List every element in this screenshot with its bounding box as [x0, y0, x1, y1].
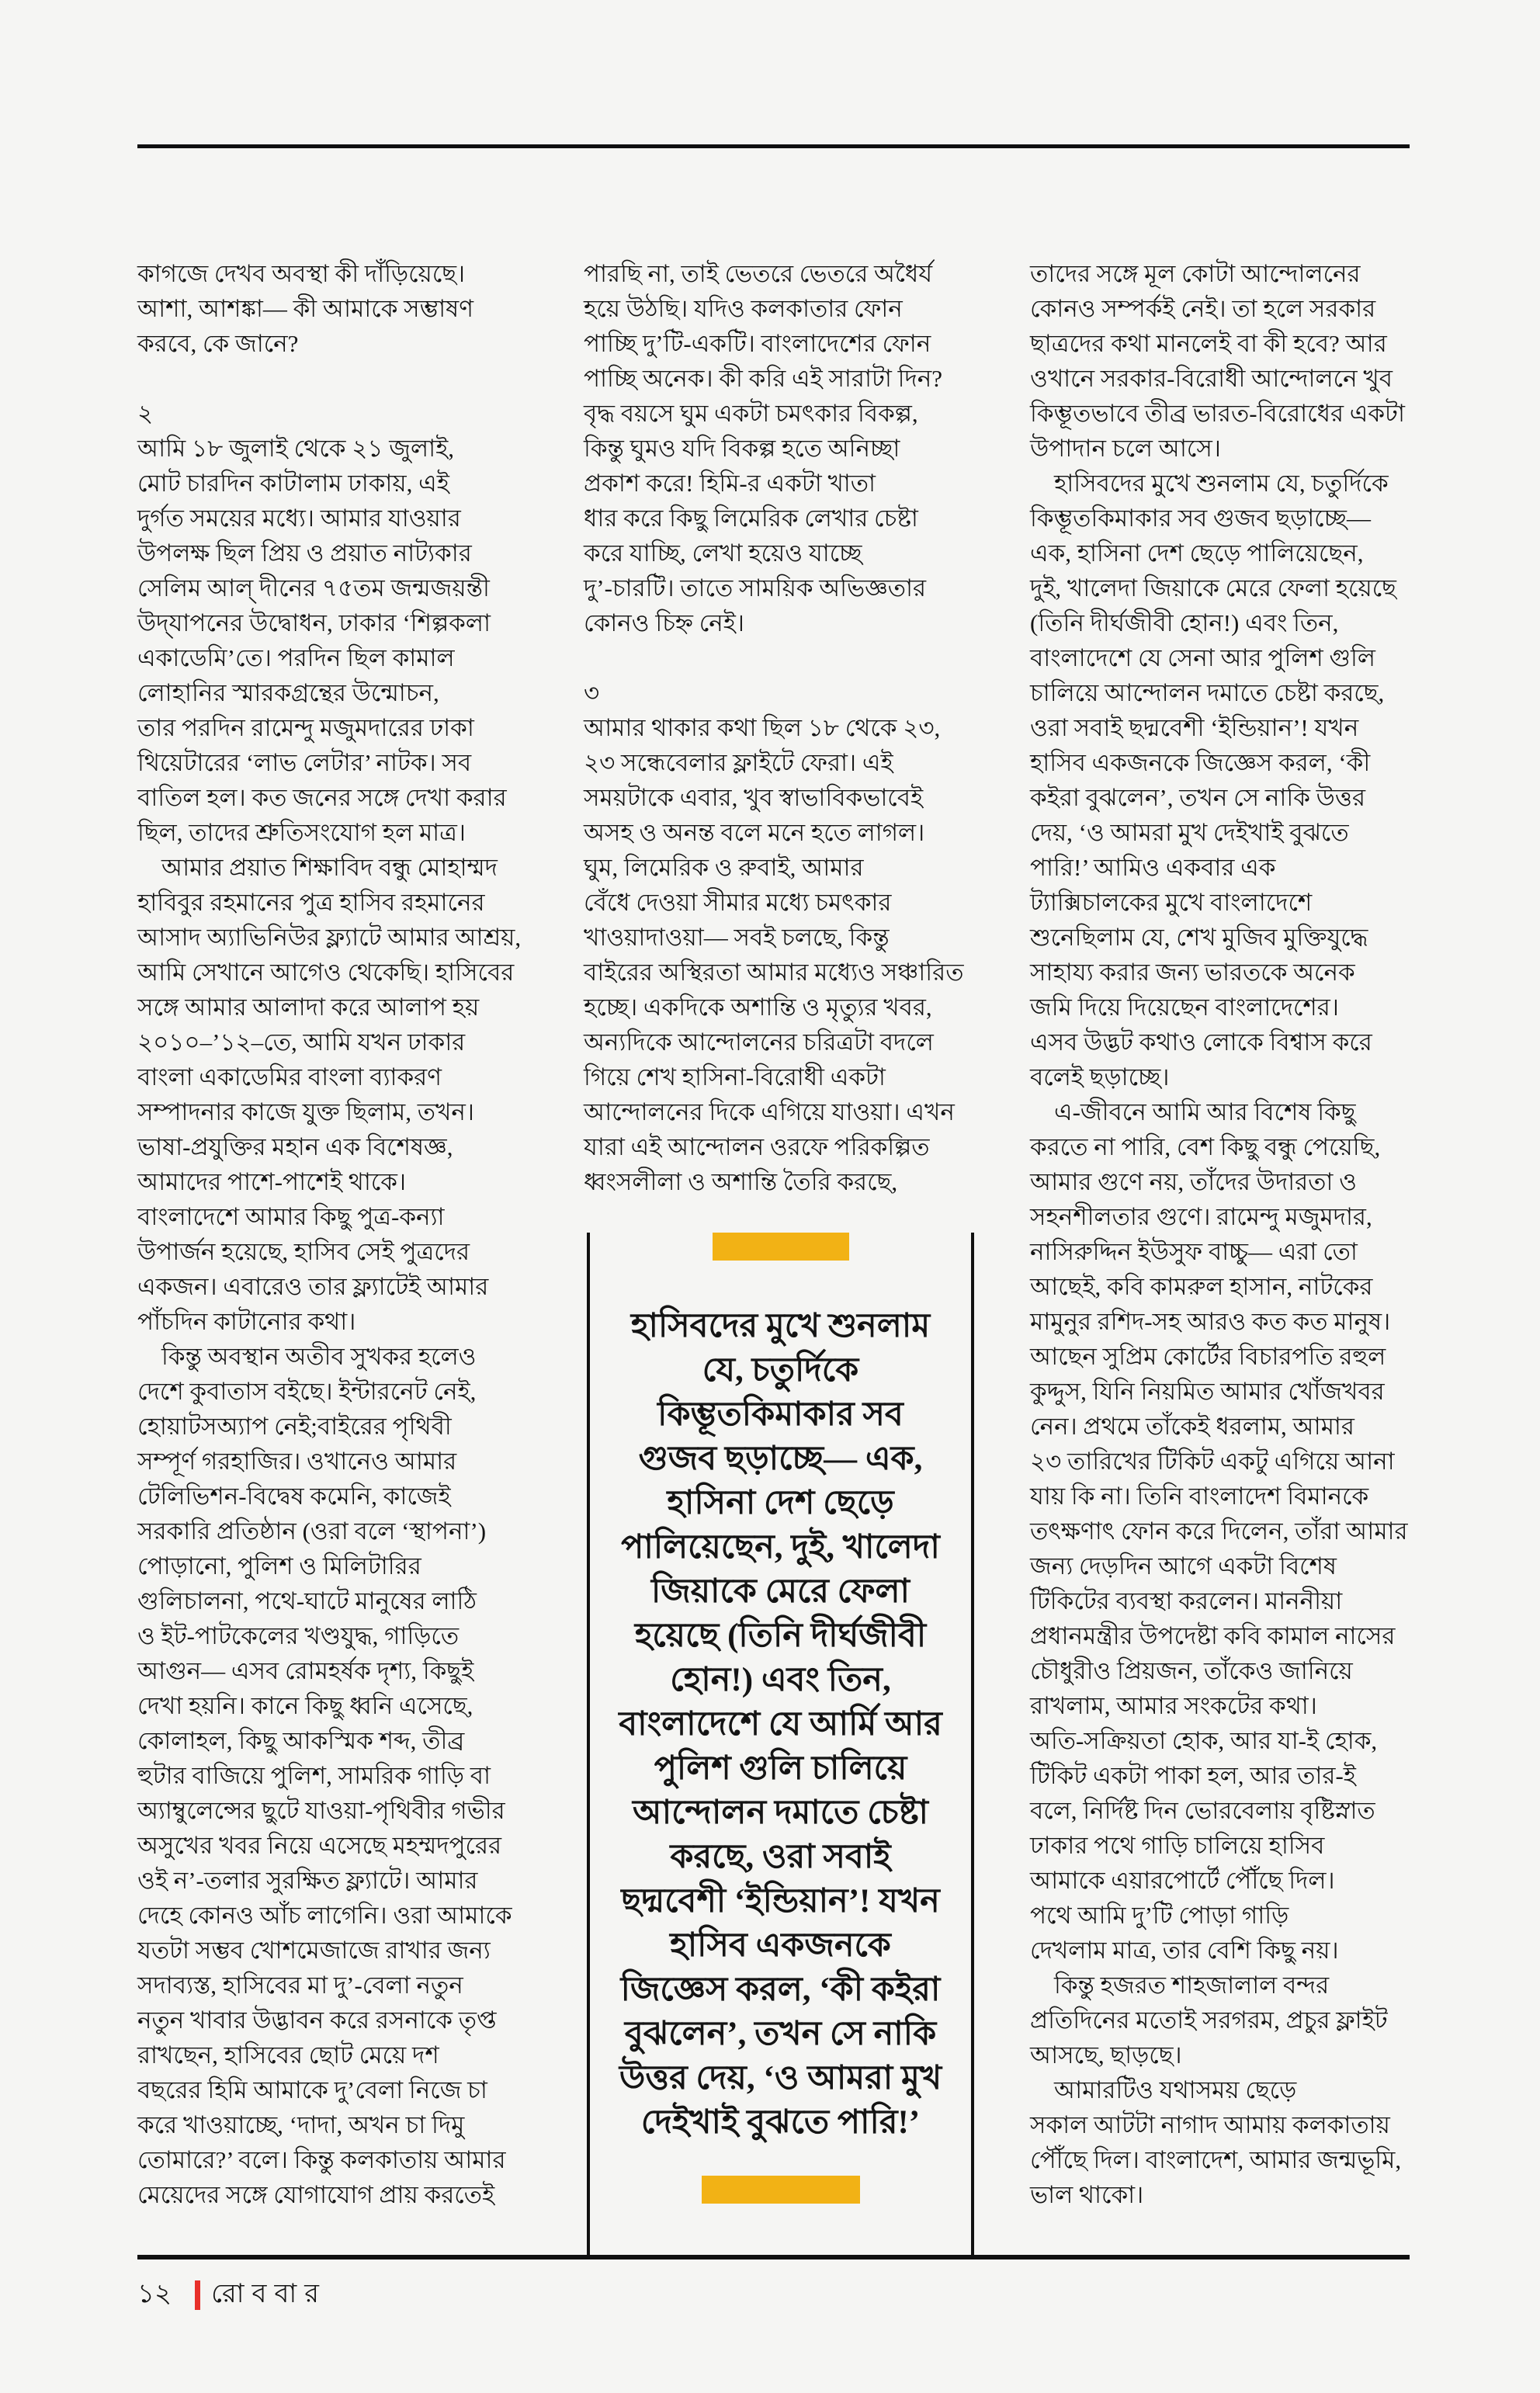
text-line: হুটার বাজিয়ে পুলিশ, সামরিক গাড়ি বা: [137, 1762, 491, 1789]
text-line: তার পরদিন রামেন্দু মজুমদারের ঢাকা: [137, 714, 474, 741]
text-line: বাংলাদেশে যে আর্মি আর: [619, 1706, 942, 1743]
text-line: আমাদের পাশে-পাশেই থাকে।: [137, 1168, 407, 1195]
text-line: করতে না পারি, বেশ কিছু বন্ধু পেয়েছি,: [1030, 1133, 1381, 1160]
text-line: যতটা সম্ভব খোশমেজাজে রাখার জন্য: [137, 1937, 491, 1964]
text-line: সম্পাদনার কাজে যুক্ত ছিলাম, তখন।: [137, 1098, 474, 1125]
text-line: দেইখাই বুঝতে পারি!’: [640, 2104, 921, 2141]
text-line: সদাব্যস্ত, হাসিবের মা দু’-বেলা নতুন: [137, 1972, 463, 1999]
text-line: হচ্ছে। একদিকে অশান্তি ও মৃত্যুর খবর,: [584, 994, 932, 1021]
text-line: জমি দিয়ে দিয়েছেন বাংলাদেশের।: [1030, 994, 1339, 1021]
text-line: সময়টাকে এবার, খুব স্বাভাবিকভাবেই: [584, 784, 924, 811]
article-column-3: [1030, 256, 1412, 2212]
footer-rule: [137, 2255, 1410, 2259]
text-line: করবে, কে জানে?: [137, 330, 299, 357]
text-line: একাডেমি’তে। পরদিন ছিল কামাল: [137, 644, 455, 671]
text-line: পৌঁছে দিল। বাংলাদেশ, আমার জন্মভূমি,: [1030, 2146, 1402, 2173]
text-line: আমার প্রয়াত শিক্ষাবিদ বন্ধু মোহাম্মদ: [137, 854, 498, 881]
top-rule: [137, 144, 1410, 148]
text-line: হাসিবদের মুখে শুনলাম যে, চতুর্দিকে: [1030, 470, 1389, 497]
text-line: ২০১০–’১২–তে, আমি যখন ঢাকার: [137, 1028, 466, 1056]
text-line: মামুনুর রশিদ-সহ আরও কত কত মানুষ।: [1030, 1308, 1391, 1335]
text-line: কোনও চিহ্ন নেই।: [584, 609, 745, 636]
text-line: ভাষা-প্রযুক্তির মহান এক বিশেষজ্ঞ,: [137, 1133, 453, 1160]
text-line: হোন!) এবং তিন,: [670, 1662, 891, 1698]
text-line: টেলিভিশন-বিদ্বেষ কমেনি, কাজেই: [137, 1483, 451, 1510]
text-line: পালিয়েছেন, দুই, খালেদা: [621, 1529, 940, 1566]
text-line: উদ্‌যাপনের উদ্বোধন, ঢাকার ‘শিল্পকলা: [137, 609, 491, 636]
text-line: জিয়াকে মেরে ফেলা: [650, 1573, 910, 1610]
text-line: বৃদ্ধ বয়সে ঘুম একটা চমৎকার বিকল্প,: [584, 400, 918, 427]
article-column-1: [137, 256, 522, 2212]
text-line: কিম্ভূতকিমাকার সব: [657, 1396, 904, 1433]
text-line: পুলিশ গুলি চালিয়ে: [654, 1750, 907, 1787]
text-line: পাঁচদিন কাটানোর কথা।: [137, 1308, 356, 1335]
text-line: বাংলাদেশে যে সেনা আর পুলিশ গুলি: [1030, 644, 1375, 671]
text-line: ২৩ তারিখের টিকিট একটু এগিয়ে আনা: [1030, 1448, 1395, 1475]
text-line: আছেই, কবি কামরুল হাসান, নাটকের: [1030, 1273, 1373, 1300]
text-line: হাসিব একজনকে জিজ্ঞেস করল, ‘কী: [1030, 749, 1371, 776]
text-line: ট্যাক্সিচালকের মুখে বাংলাদেশে: [1030, 889, 1313, 916]
text-line: কাগজে দেখব অবস্থা কী দাঁড়িয়েছে।: [137, 260, 466, 287]
text-line: অসুখের খবর নিয়ে এসেছে মহম্মদপুরের: [137, 1832, 502, 1859]
text-line: প্রতিদিনের মতোই সরগরম, প্রচুর ফ্লাইট: [1030, 2006, 1388, 2034]
text-line: আমার থাকার কথা ছিল ১৮ থেকে ২৩,: [584, 714, 941, 741]
text-line: আন্দোলনের দিকে এগিয়ে যাওয়া। এখন: [584, 1098, 955, 1125]
text-line: নাসিরুদ্দিন ইউসুফ বাচ্চু— এরা তো: [1030, 1238, 1358, 1265]
text-line: হয়েছে (তিনি দীর্ঘজীবী: [634, 1618, 927, 1654]
text-line: দুই, খালেদা জিয়াকে মেরে ফেলা হয়েছে: [1030, 574, 1396, 602]
text-line: ওখানে সরকার-বিরোধী আন্দোলনে খুব: [1030, 365, 1393, 392]
pull-quote-text: [590, 1304, 971, 2145]
text-line: করে খাওয়াচ্ছে, ‘দাদা, অখন চা দিমু: [137, 2111, 465, 2138]
text-line: কোনও সম্পর্কই নেই। তা হলে সরকার: [1030, 295, 1376, 322]
text-line: বাইরের অস্থিরতা আমার মধ্যেও সঞ্চারিত: [584, 959, 964, 986]
pull-quote-top-accent-bar: [713, 1233, 849, 1261]
text-line: কুদ্দুস, যিনি নিয়মিত আমার খোঁজখবর: [1030, 1378, 1385, 1405]
text-line: এক, হাসিনা দেশ ছেড়ে পালিয়েছেন,: [1030, 539, 1364, 567]
text-line: যায় কি না। তিনি বাংলাদেশ বিমানকে: [1030, 1483, 1369, 1510]
text-line: আমাকে এয়ারপোর্টে পৌঁছে দিল।: [1030, 1867, 1335, 1894]
text-line: সেলিম আল্ দীনের ৭৫তম জন্মজয়ন্তী: [137, 574, 490, 602]
text-line: [137, 361, 502, 396]
text-line: রাখলাম, আমার সংকটের কথা।: [1030, 1692, 1317, 1719]
text-line: বেঁধে দেওয়া সীমার মধ্যে চমৎকার: [584, 889, 892, 916]
text-line: চৌধুরীও প্রিয়জন, তাঁকেও জানিয়ে: [1030, 1657, 1353, 1684]
text-line: ভাল থাকো।: [1030, 2181, 1144, 2208]
text-line: পাচ্ছি অনেক। কী করি এই সারাটা দিন?: [584, 365, 943, 392]
text-line: দেয়, ‘ও আমরা মুখ দেইখাই বুঝতে: [1030, 819, 1349, 846]
text-line: খাওয়াদাওয়া— সবই চলছে, কিন্তু: [584, 924, 890, 951]
text-line: বুঝলেন’, তখন সে নাকি: [624, 2016, 937, 2052]
text-line: ওরা সবাই ছদ্মবেশী ‘ইন্ডিয়ান’! যখন: [1030, 714, 1359, 741]
text-line: আসছে, ছাড়ছে।: [1030, 2041, 1182, 2069]
text-line: আশা, আশঙ্কা— কী আমাকে সম্ভাষণ: [137, 295, 474, 322]
text-line: সহনশীলতার গুণে। রামেন্দু মজুমদার,: [1030, 1203, 1372, 1230]
text-line: কিম্ভূতভাবে তীব্র ভারত-বিরোধের একটা: [1030, 400, 1405, 427]
text-line: একজন। এবারেও তার ফ্ল্যাটেই আমার: [137, 1273, 489, 1300]
text-line: হাসিনা দেশ ছেড়ে: [667, 1485, 894, 1521]
text-line: কিন্তু ঘুমও যদি বিকল্প হতে অনিচ্ছা: [584, 435, 900, 462]
text-line: আমারটিও যথাসময় ছেড়ে: [1030, 2076, 1297, 2103]
text-line: উত্তর দেয়, ‘ও আমরা মুখ: [619, 2060, 942, 2096]
text-line: বাংলা একাডেমির বাংলা ব্যাকরণ: [137, 1063, 442, 1091]
text-line: কিন্তু হজরত শাহজালাল বন্দর: [1030, 1972, 1330, 1999]
text-line: আমার গুণে নয়, তাঁদের উদারতা ও: [1030, 1168, 1357, 1195]
text-line: যারা এই আন্দোলন ওরফে পরিকল্পিত: [584, 1133, 930, 1160]
text-line: পাচ্ছি দু’টি-একটি। বাংলাদেশের ফোন: [584, 330, 931, 357]
text-line: ধার করে কিছু লিমেরিক লেখার চেষ্টা: [584, 505, 918, 532]
text-line: জন্য দেড়দিন আগে একটা বিশেষ: [1030, 1552, 1337, 1580]
text-line: ধ্বংসলীলা ও অশান্তি তৈরি করছে,: [584, 1168, 898, 1195]
text-line: সম্পূর্ণ গরহাজির। ওখানেও আমার: [137, 1448, 457, 1475]
text-line: (তিনি দীর্ঘজীবী হোন!) এবং তিন,: [1030, 609, 1339, 636]
text-line: টিকিট একটা পাকা হল, আর তার-ই: [1030, 1762, 1356, 1789]
text-line: বলেই ছড়াচ্ছে।: [1030, 1063, 1170, 1091]
text-line: আসাদ অ্যাভিনিউর ফ্ল্যাটে আমার আশ্রয়,: [137, 924, 522, 951]
text-line: পারি!’ আমিও একবার এক: [1030, 854, 1276, 881]
text-line: ২৩ সন্ধেবেলার ফ্লাইটে ফেরা। এই: [584, 749, 893, 776]
text-line: উপার্জন হয়েছে, হাসিব সেই পুত্রদের: [137, 1238, 470, 1265]
text-line: দেখা হয়নি। কানে কিছু ধ্বনি এসেছে,: [137, 1692, 473, 1719]
text-line: দু’-চারটি। তাতে সাময়িক অভিজ্ঞতার: [584, 574, 927, 602]
text-line: লোহানির স্মারকগ্রন্থের উন্মোচন,: [137, 679, 439, 706]
text-line: হাসিবদের মুখে শুনলাম: [630, 1308, 931, 1344]
text-line: পারছি না, তাই ভেতরে ভেতরে অধৈর্য: [584, 260, 933, 287]
text-line: তৎক্ষণাৎ ফোন করে দিলেন, তাঁরা আমার: [1030, 1517, 1408, 1545]
text-line: রাখছেন, হাসিবের ছোট মেয়ে দশ: [137, 2041, 439, 2069]
pull-quote-bottom-accent-bar: [702, 2176, 860, 2204]
text-line: শুনেছিলাম যে, শেখ মুজিব মুক্তিযুদ্ধে: [1030, 924, 1368, 951]
text-line: আন্দোলন দমাতে চেষ্টা: [633, 1795, 928, 1831]
text-line: ছাত্রদের কথা মানলেই বা কী হবে? আর: [1030, 330, 1387, 357]
text-line: ২: [137, 400, 154, 427]
text-line: এসব উদ্ভট কথাও লোকে বিশ্বাস করে: [1030, 1028, 1372, 1056]
text-line: সরকারি প্রতিষ্ঠান (ওরা বলে ‘স্থাপনা’): [137, 1517, 487, 1545]
text-line: ৩: [584, 679, 600, 706]
text-line: হাসিব একজনকে: [670, 1927, 891, 1964]
text-line: প্রকাশ করে! হিমি-র একটা খাতা: [584, 470, 876, 497]
text-line: চালিয়ে আন্দোলন দমাতে চেষ্টা করছে,: [1030, 679, 1385, 706]
page-footer: [137, 2279, 327, 2311]
text-line: আমি ১৮ জুলাই থেকে ২১ জুলাই,: [137, 435, 454, 462]
text-line: এ-জীবনে আমি আর বিশেষ কিছু: [1030, 1098, 1356, 1125]
text-line: উপাদান চলে আসে।: [1030, 435, 1221, 462]
text-line: ও ইট-পাটকেলের খণ্ডযুদ্ধ, গাড়িতে: [137, 1622, 460, 1649]
text-line: পথে আমি দু’টি পোড়া গাড়ি: [1030, 1902, 1289, 1929]
text-line: গুজব ছড়াচ্ছে— এক,: [638, 1441, 923, 1477]
text-line: সকাল আটটা নাগাদ আমায় কলকাতায়: [1030, 2111, 1390, 2138]
text-line: দুর্গত সময়ের মধ্যে। আমার যাওয়ার: [137, 505, 461, 532]
text-line: উপলক্ষ ছিল প্রিয় ও প্রয়াত নাট্যকার: [137, 539, 472, 567]
pull-quote-box: [587, 1233, 974, 2256]
text-line: ঢাকার পথে গাড়ি চালিয়ে হাসিব: [1030, 1832, 1325, 1859]
text-line: কোলাহল, কিছু আকস্মিক শব্দ, তীব্র: [137, 1727, 465, 1754]
text-line: প্রধানমন্ত্রীর উপদেষ্টা কবি কামাল নাসের: [1030, 1622, 1396, 1649]
text-line: গুলিচালনা, পথে-ঘাটে মানুষের লাঠি: [137, 1587, 477, 1614]
text-line: আছেন সুপ্রিম কোর্টের বিচারপতি রহুল: [1030, 1343, 1386, 1370]
text-line: বাতিল হল। কত জনের সঙ্গে দেখা করার: [137, 784, 507, 811]
text-line: কিন্তু অবস্থান অতীব সুখকর হলেও: [137, 1343, 477, 1370]
text-line: [584, 640, 952, 675]
text-line: কইরা বুঝলেন’, তখন সে নাকি উত্তর: [1030, 784, 1366, 811]
text-line: অ্যাম্বুলেন্সের ছুটে যাওয়া-পৃথিবীর গভীর: [137, 1797, 505, 1824]
text-line: ঘুম, লিমেরিক ও রুবাই, আমার: [584, 854, 864, 881]
text-line: দেশে কুবাতাস বইছে। ইন্টারনেট নেই,: [137, 1378, 477, 1405]
text-line: হোয়াটসঅ্যাপ নেই;বাইরের পৃথিবী: [137, 1413, 452, 1440]
text-line: নতুন খাবার উদ্ভাবন করে রসনাকে তৃপ্ত: [137, 2006, 497, 2034]
text-line: টিকিটের ব্যবস্থা করলেন। মাননীয়া: [1030, 1587, 1343, 1614]
text-line: বছরের হিমি আমাকে দু’বেলা নিজে চা: [137, 2076, 487, 2103]
text-line: করছে, ওরা সবাই: [670, 1839, 891, 1875]
text-line: হাবিবুর রহমানের পুত্র হাসিব রহমানের: [137, 889, 485, 916]
magazine-name: রোববার: [211, 2279, 327, 2308]
text-line: ছদ্মবেশী ‘ইন্ডিয়ান’! যখন: [621, 1883, 940, 1920]
text-line: নেন। প্রথমে তাঁকেই ধরলাম, আমার: [1030, 1413, 1354, 1440]
text-line: তাদের সঙ্গে মূল কোটা আন্দোলনের: [1030, 260, 1361, 287]
text-line: ছিল, তাদের শ্রুতিসংযোগ হল মাত্র।: [137, 819, 467, 846]
text-line: সঙ্গে আমার আলাদা করে আলাপ হয়: [137, 994, 480, 1021]
text-line: বলে, নির্দিষ্ট দিন ভোরবেলায় বৃষ্টিস্নাত: [1030, 1797, 1375, 1824]
text-line: অন্যদিকে আন্দোলনের চরিত্রটা বদলে: [584, 1028, 934, 1056]
text-line: জিজ্ঞেস করল, ‘কী কইরা: [620, 1972, 941, 2008]
text-line: যে, চতুর্দিকে: [702, 1352, 859, 1389]
text-line: দেখলাম মাত্র, তার বেশি কিছু নয়।: [1030, 1937, 1339, 1964]
text-line: কিম্ভূতকিমাকার সব গুজব ছড়াচ্ছে—: [1030, 505, 1371, 532]
text-line: আমি সেখানে আগেও থেকেছি। হাসিবের: [137, 959, 515, 986]
text-line: হয়ে উঠছি। যদিও কলকাতার ফোন: [584, 295, 903, 322]
text-line: থিয়েটারের ‘লাভ লেটার’ নাটক। সব: [137, 749, 472, 776]
text-line: পোড়ানো, পুলিশ ও মিলিটারির: [137, 1552, 421, 1580]
footer-red-separator-bar: [195, 2280, 200, 2310]
text-line: দেহে কোনও আঁচ লাগেনি। ওরা আমাকে: [137, 1902, 512, 1929]
text-line: সাহায্য করার জন্য ভারতকে অনেক: [1030, 959, 1355, 986]
text-line: গিয়ে শেখ হাসিনা-বিরোধী একটা: [584, 1063, 886, 1091]
text-line: আগুন— এসব রোমহর্ষক দৃশ্য, কিছুই: [137, 1657, 474, 1684]
text-line: তোমারে?’ বলে। কিন্তু কলকাতায় আমার: [137, 2146, 506, 2173]
text-line: মোট চারদিন কাটালাম ঢাকায়, এই: [137, 470, 449, 497]
article-column-2: [584, 256, 964, 1199]
text-line: বাংলাদেশে আমার কিছু পুত্র-কন্যা: [137, 1203, 445, 1230]
text-line: ওই ন’-তলার সুরক্ষিত ফ্ল্যাটে। আমার: [137, 1867, 478, 1894]
text-line: করে যাচ্ছি, লেখা হয়েও যাচ্ছে: [584, 539, 862, 567]
text-line: অসহ ও অনন্ত বলে মনে হতে লাগল।: [584, 819, 925, 846]
text-line: মেয়েদের সঙ্গে যোগাযোগ প্রায় করতেই: [137, 2181, 495, 2208]
text-line: অতি-সক্রিয়তা হোক, আর যা-ই হোক,: [1030, 1727, 1378, 1754]
page-number: ১২: [137, 2279, 172, 2308]
